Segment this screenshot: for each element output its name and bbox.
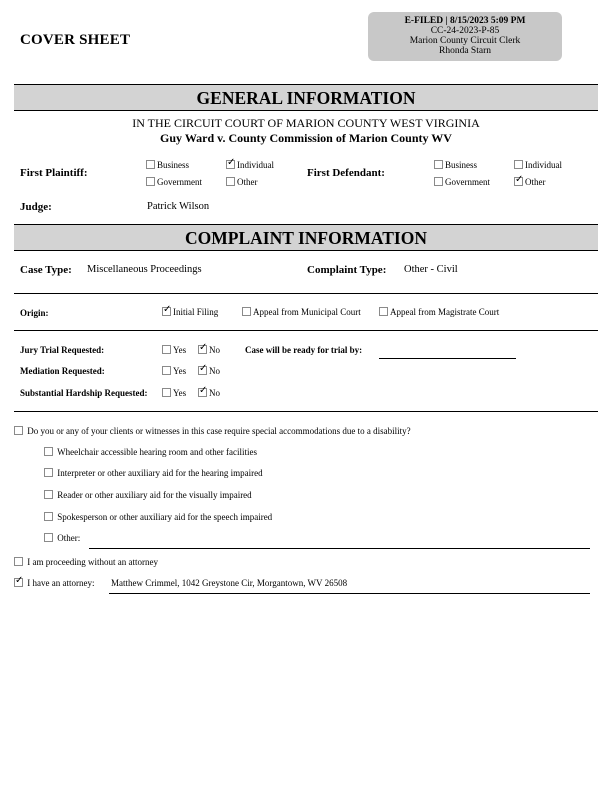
jury-no[interactable] (198, 345, 220, 355)
attorney-field[interactable] (109, 593, 590, 594)
hardship-label: Substantial Hardship Requested: (20, 388, 148, 398)
option-label: No (209, 388, 220, 398)
origin-label: Origin: (20, 308, 49, 318)
divider (14, 411, 598, 412)
divider (14, 330, 598, 331)
checkbox-checked[interactable] (162, 307, 171, 316)
checkbox[interactable] (162, 345, 171, 354)
case-type-value: Miscellaneous Proceedings (87, 264, 202, 275)
origin-initial-filing[interactable] (162, 307, 218, 317)
option-label: Yes (173, 388, 187, 398)
complaint-information-heading: COMPLAINT INFORMATION (14, 224, 598, 251)
complaint-type-value: Other - Civil (404, 264, 458, 275)
attorney-value: Matthew Crimmel, 1042 Greystone Cir, Morgantown, WV 26508 (111, 578, 348, 588)
checkbox[interactable] (146, 160, 155, 169)
checkbox[interactable] (44, 468, 53, 477)
stamp-case-number: CC-24-2023-P-85 (430, 26, 500, 36)
accommodation-wheelchair[interactable] (44, 447, 257, 457)
checkbox[interactable] (14, 557, 23, 566)
option-label: Individual (525, 160, 562, 170)
option-label: Interpreter or other auxiliary aid for the hearing impaired (57, 468, 263, 478)
option-label: I am proceeding without an attorney (27, 557, 158, 567)
checkbox[interactable] (162, 366, 171, 375)
option-label: Yes (173, 345, 187, 355)
option-label: Appeal from Municipal Court (253, 307, 361, 317)
checkbox[interactable] (226, 177, 235, 186)
checkbox[interactable] (434, 160, 443, 169)
checkbox[interactable] (146, 177, 155, 186)
defendant-option-individual[interactable] (514, 160, 562, 170)
checkbox[interactable] (44, 533, 53, 542)
court-name: IN THE CIRCUIT COURT OF MARION COUNTY WEST VIRGINIA (132, 116, 480, 130)
question-text: Do you or any of your clients or witnesses in this case require special accommodations due to a disability? (27, 426, 411, 436)
case-name: Guy Ward v. County Commission of Marion County WV (160, 131, 452, 145)
efiled-stamp (368, 12, 562, 61)
checkbox-checked[interactable] (226, 160, 235, 169)
option-label: I have an attorney: (27, 578, 95, 588)
defendant-option-other[interactable] (514, 177, 546, 187)
origin-appeal-municipal[interactable] (242, 307, 361, 317)
option-label: Spokesperson or other auxiliary aid for the speech impaired (57, 512, 273, 522)
first-defendant-label: First Defendant: (307, 167, 385, 179)
checkbox[interactable] (514, 160, 523, 169)
option-label: No (209, 345, 220, 355)
stamp-clerk-office: Marion County Circuit Clerk (409, 36, 521, 46)
no-attorney-option[interactable] (14, 557, 158, 567)
hardship-no[interactable] (198, 388, 220, 398)
plaintiff-option-individual[interactable] (226, 160, 274, 170)
checkbox-checked[interactable] (14, 578, 23, 587)
checkbox[interactable] (14, 426, 23, 435)
judge-label: Judge: (20, 201, 52, 213)
have-attorney-option[interactable] (14, 578, 94, 588)
hardship-yes[interactable] (162, 388, 186, 398)
case-type-label: Case Type: (20, 264, 72, 276)
checkbox-checked[interactable] (514, 177, 523, 186)
checkbox-checked[interactable] (198, 345, 207, 354)
stamp-filed-line: E-FILED | 8/15/2023 5:09 PM (404, 16, 526, 26)
option-label: Business (445, 160, 478, 170)
checkbox[interactable] (162, 388, 171, 397)
complaint-type-label: Complaint Type: (307, 264, 387, 276)
checkbox[interactable] (44, 512, 53, 521)
option-label: Reader or other auxiliary aid for the visually impaired (57, 490, 252, 500)
stamp-clerk-name: Rhonda Starn (439, 46, 491, 56)
cover-sheet-title: COVER SHEET (20, 32, 131, 48)
option-label: Initial Filing (173, 307, 219, 317)
option-label: Government (445, 177, 490, 187)
option-label: Other: (57, 533, 81, 543)
option-label: Business (157, 160, 190, 170)
accommodation-spokesperson[interactable] (44, 512, 272, 522)
jury-trial-label: Jury Trial Requested: (20, 345, 105, 355)
accommodation-interpreter[interactable] (44, 468, 263, 478)
mediation-yes[interactable] (162, 366, 186, 376)
checkbox[interactable] (379, 307, 388, 316)
origin-appeal-magistrate[interactable] (379, 307, 499, 317)
defendant-option-business[interactable] (434, 160, 477, 170)
accommodation-other[interactable] (44, 533, 80, 543)
other-accommodation-field[interactable] (89, 548, 590, 549)
option-label: Government (157, 177, 202, 187)
option-label: Wheelchair accessible hearing room and other facilities (57, 447, 258, 457)
option-label: Other (525, 177, 546, 187)
option-label: Other (237, 177, 258, 187)
checkbox-checked[interactable] (198, 388, 207, 397)
accommodation-question[interactable] (14, 426, 411, 436)
plaintiff-option-business[interactable] (146, 160, 189, 170)
option-label: Individual (237, 160, 274, 170)
checkbox[interactable] (44, 447, 53, 456)
trial-ready-label: Case will be ready for trial by: (245, 345, 363, 355)
general-information-heading: GENERAL INFORMATION (14, 84, 598, 111)
accommodation-reader[interactable] (44, 490, 252, 500)
checkbox[interactable] (242, 307, 251, 316)
option-label: Appeal from Magistrate Court (390, 307, 500, 317)
defendant-option-government[interactable] (434, 177, 490, 187)
plaintiff-option-other[interactable] (226, 177, 258, 187)
judge-value: Patrick Wilson (147, 201, 210, 212)
option-label: Yes (173, 366, 187, 376)
checkbox[interactable] (44, 490, 53, 499)
divider (14, 293, 598, 294)
option-label: No (209, 366, 220, 376)
trial-ready-field[interactable] (379, 358, 516, 359)
checkbox-checked[interactable] (198, 366, 207, 375)
mediation-label: Mediation Requested: (20, 366, 105, 376)
jury-yes[interactable] (162, 345, 186, 355)
first-plaintiff-label: First Plaintiff: (20, 167, 88, 179)
mediation-no[interactable] (198, 366, 220, 376)
checkbox[interactable] (434, 177, 443, 186)
plaintiff-option-government[interactable] (146, 177, 202, 187)
